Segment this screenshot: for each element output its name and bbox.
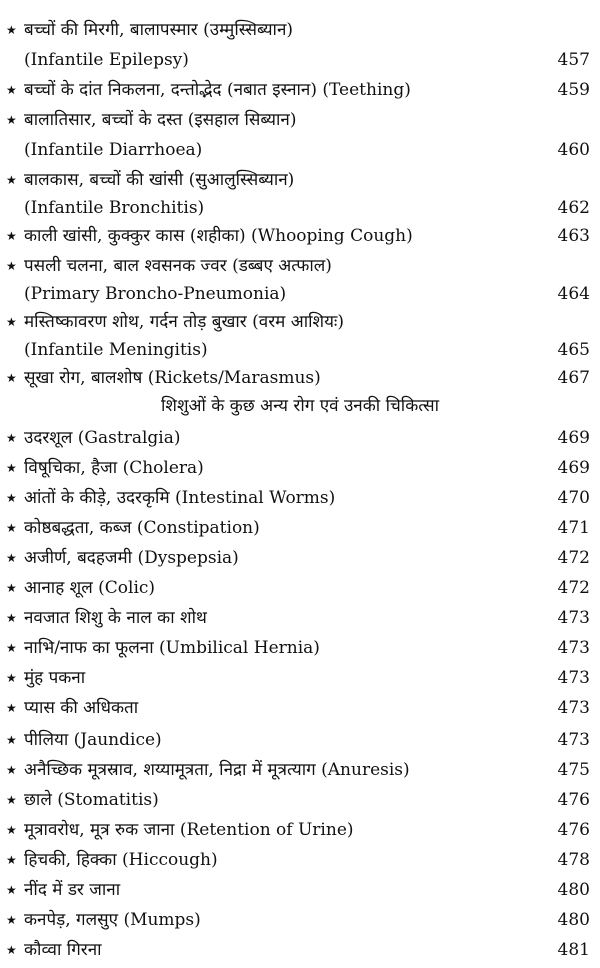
star-icon: ★ <box>6 611 17 625</box>
entry-title: बच्चों के दांत निकलना, दन्तोद्भेद (नबात इस्नान) (Teething) <box>24 80 411 100</box>
page-number: 480 <box>557 910 590 930</box>
list-item <box>0 108 600 134</box>
page-number: 476 <box>557 820 590 840</box>
entry-subtitle: (Infantile Bronchitis) <box>24 198 205 218</box>
star-icon: ★ <box>6 853 17 867</box>
list-item <box>0 48 600 74</box>
star-icon: ★ <box>6 551 17 565</box>
entry-title: कोष्ठबद्धता, कब्ज (Constipation) <box>24 518 260 538</box>
star-icon: ★ <box>6 581 17 595</box>
star-icon: ★ <box>6 461 17 475</box>
entry-title: अजीर्ण, बदहजमी (Dyspepsia) <box>24 548 239 568</box>
page-number: 480 <box>557 880 590 900</box>
star-icon: ★ <box>6 23 17 37</box>
list-item <box>0 696 600 722</box>
page-number: 469 <box>557 458 590 478</box>
entry-title: आंतों के कीड़े, उदरकृमि (Intestinal Worms) <box>24 488 336 508</box>
list-item <box>0 196 600 222</box>
list-item <box>0 282 600 308</box>
entry-title: मूत्रावरोध, मूत्र रुक जाना (Retention of Urine) <box>24 820 354 840</box>
entry-title: हिचकी, हिक्का (Hiccough) <box>24 850 218 870</box>
page-number: 470 <box>557 488 590 508</box>
list-item <box>0 18 600 44</box>
entry-subtitle: (Infantile Epilepsy) <box>24 50 189 70</box>
page-number: 475 <box>557 760 590 780</box>
entry-title: मस्तिष्कावरण शोथ, गर्दन तोड़ बुखार (वरम आशियः) <box>24 312 344 332</box>
page-number: 460 <box>557 140 590 160</box>
list-item <box>0 426 600 452</box>
entry-subtitle: (Primary Broncho-Pneumonia) <box>24 284 287 304</box>
entry-title: उदरशूल (Gastralgia) <box>24 428 181 448</box>
entry-title: बालातिसार, बच्चों के दस्त (इसहाल सिब्यान) <box>24 110 297 130</box>
list-item <box>0 938 600 964</box>
list-item <box>0 78 600 104</box>
page-number: 463 <box>557 226 590 246</box>
star-icon: ★ <box>6 83 17 97</box>
list-item <box>0 788 600 814</box>
list-item <box>0 224 600 250</box>
entry-subtitle: (Infantile Diarrhoea) <box>24 140 203 160</box>
entry-title: मुंह पकना <box>24 668 86 688</box>
page-number: 459 <box>557 80 590 100</box>
page-number: 462 <box>557 198 590 218</box>
entry-title: कौव्वा गिरना <box>24 940 102 960</box>
star-icon: ★ <box>6 701 17 715</box>
list-item <box>0 576 600 602</box>
entry-title: सूखा रोग, बालशोष (Rickets/Marasmus) <box>24 368 321 388</box>
page-number: 471 <box>557 518 590 538</box>
entry-title: कनपेड़, गलसुए (Mumps) <box>24 910 201 930</box>
entry-title: नवजात शिशु के नाल का शोथ <box>24 608 207 628</box>
list-item <box>0 310 600 336</box>
entry-title: विषूचिका, हैजा (Cholera) <box>24 458 204 478</box>
list-item <box>0 666 600 692</box>
entry-title: छाले (Stomatitis) <box>24 790 159 810</box>
page-number: 473 <box>557 638 590 658</box>
entry-title: काली खांसी, कुक्कुर कास (शहीका) (Whooping Cough) <box>24 226 413 246</box>
star-icon: ★ <box>6 883 17 897</box>
page-number: 472 <box>557 578 590 598</box>
list-item <box>0 338 600 364</box>
star-icon: ★ <box>6 371 17 385</box>
page-number: 473 <box>557 608 590 628</box>
star-icon: ★ <box>6 913 17 927</box>
list-item <box>0 606 600 632</box>
star-icon: ★ <box>6 431 17 445</box>
list-item <box>0 636 600 662</box>
list-item <box>0 546 600 572</box>
page-number: 472 <box>557 548 590 568</box>
page-number: 473 <box>557 698 590 718</box>
list-item <box>0 254 600 280</box>
entry-title: नाभि/नाफ का फूलना (Umbilical Hernia) <box>24 638 320 658</box>
list-item <box>0 848 600 874</box>
list-item <box>0 878 600 904</box>
list-item <box>0 366 600 392</box>
section-heading: शिशुओं के कुछ अन्य रोग एवं उनकी चिकित्सा <box>160 396 440 416</box>
star-icon: ★ <box>6 793 17 807</box>
entry-title: पसली चलना, बाल श्वसनक ज्वर (डब्बए अत्फाल) <box>24 256 332 276</box>
entry-title: प्यास की अधिकता <box>24 698 139 718</box>
entry-title: नींद में डर जाना <box>24 880 121 900</box>
star-icon: ★ <box>6 671 17 685</box>
page-number: 473 <box>557 730 590 750</box>
star-icon: ★ <box>6 823 17 837</box>
entry-title: बालकास, बच्चों की खांसी (सुआलुस्सिब्यान) <box>24 170 295 190</box>
entry-title: पीलिया (Jaundice) <box>24 730 162 750</box>
page-number: 465 <box>557 340 590 360</box>
entry-title: आनाह शूल (Colic) <box>24 578 156 598</box>
list-item <box>0 138 600 164</box>
page-number: 464 <box>557 284 590 304</box>
page-number: 478 <box>557 850 590 870</box>
page-number: 469 <box>557 428 590 448</box>
page-number: 473 <box>557 668 590 688</box>
star-icon: ★ <box>6 521 17 535</box>
list-item <box>0 728 600 754</box>
list-item <box>0 486 600 512</box>
star-icon: ★ <box>6 641 17 655</box>
page-number: 467 <box>557 368 590 388</box>
list-item <box>0 456 600 482</box>
entry-subtitle: (Infantile Meningitis) <box>24 340 208 360</box>
star-icon: ★ <box>6 259 17 273</box>
list-item <box>0 516 600 542</box>
star-icon: ★ <box>6 315 17 329</box>
star-icon: ★ <box>6 733 17 747</box>
star-icon: ★ <box>6 229 17 243</box>
list-item <box>0 168 600 194</box>
entry-title: अनैच्छिक मूत्रस्राव, शय्यामूत्रता, निद्रा में मूत्रत्याग (Anuresis) <box>24 760 410 780</box>
page-number: 476 <box>557 790 590 810</box>
star-icon: ★ <box>6 113 17 127</box>
list-item <box>0 908 600 934</box>
star-icon: ★ <box>6 943 17 957</box>
list-item <box>0 818 600 844</box>
list-item <box>0 758 600 784</box>
page-number: 457 <box>557 50 590 70</box>
star-icon: ★ <box>6 491 17 505</box>
star-icon: ★ <box>6 763 17 777</box>
page-number: 481 <box>557 940 590 960</box>
star-icon: ★ <box>6 173 17 187</box>
entry-title: बच्चों की मिरगी, बालापस्मार (उम्मुस्सिब्यान) <box>24 20 294 40</box>
